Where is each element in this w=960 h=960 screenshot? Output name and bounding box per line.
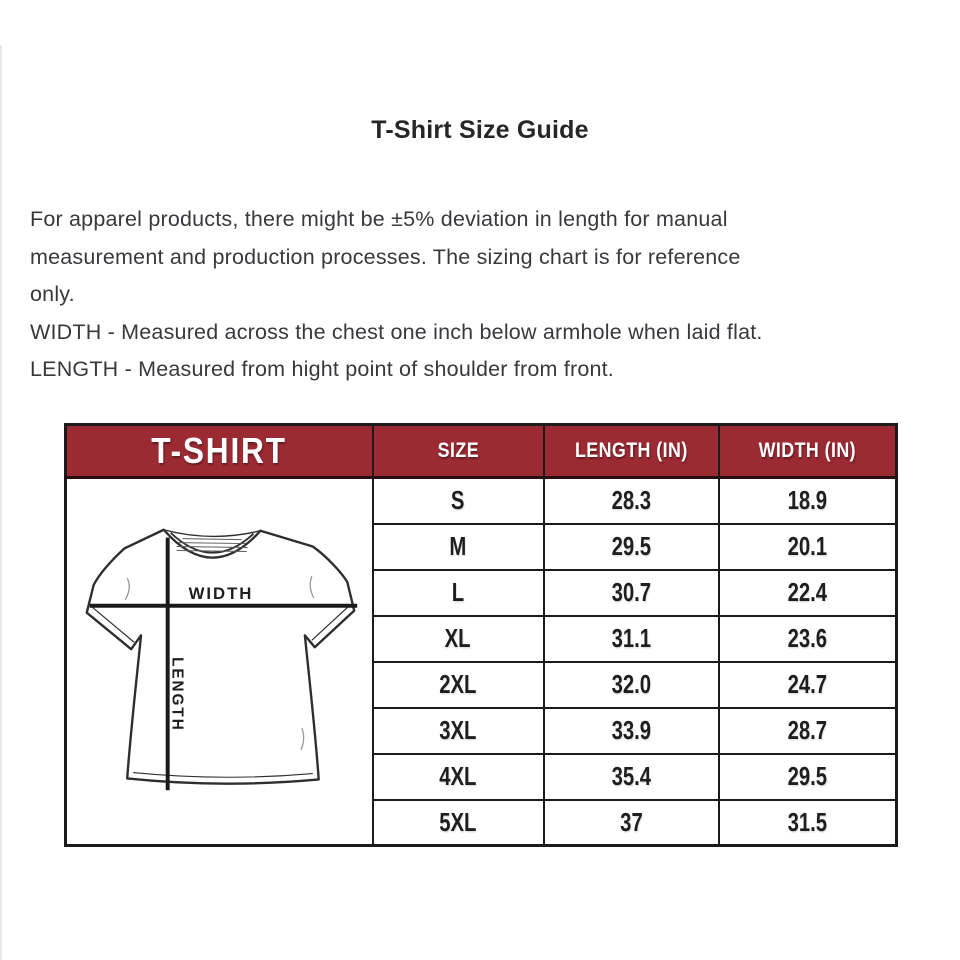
intro-line: measurement and production processes. The sizing chart is for reference (30, 244, 741, 269)
intro-line-width-def: WIDTH - Measured across the chest one inch below armhole when laid flat. (30, 319, 763, 344)
length-cell: 29.5 (544, 524, 719, 570)
intro-text (30, 201, 940, 389)
size-cell: S (373, 478, 544, 524)
header-size: SIZE (373, 425, 544, 478)
length-cell: 37 (544, 800, 719, 846)
size-cell: L (373, 570, 544, 616)
size-cell: 2XL (373, 662, 544, 708)
intro-line: only. (30, 282, 75, 306)
length-label: LENGTH (168, 656, 186, 732)
tshirt-illustration-cell (66, 478, 373, 846)
length-cell: 33.9 (544, 708, 719, 754)
width-cell: 28.7 (719, 708, 897, 754)
page-title: T-Shirt Size Guide (371, 116, 589, 144)
width-cell: 18.9 (719, 478, 897, 524)
length-cell: 32.0 (544, 662, 719, 708)
header-product: T-SHIRT (66, 425, 373, 478)
header-width: WIDTH (IN) (719, 425, 897, 478)
length-cell: 28.3 (544, 478, 719, 524)
size-cell: 5XL (373, 800, 544, 846)
size-table (64, 423, 898, 847)
size-cell: 4XL (373, 754, 544, 800)
length-cell: 35.4 (544, 754, 719, 800)
width-cell: 29.5 (719, 754, 897, 800)
width-cell: 24.7 (719, 662, 897, 708)
width-label: WIDTH (188, 583, 254, 603)
page-edge-artifact (0, 45, 2, 960)
size-cell: M (373, 524, 544, 570)
intro-line: For apparel products, there might be ±5% deviation in length for manual (30, 207, 728, 231)
width-cell: 23.6 (719, 616, 897, 662)
tshirt-illustration (68, 481, 371, 843)
length-cell: 31.1 (544, 616, 719, 662)
header-length: LENGTH (IN) (544, 425, 719, 478)
collar-top-line (163, 529, 260, 536)
size-cell: 3XL (373, 708, 544, 754)
width-cell: 22.4 (719, 570, 897, 616)
size-cell: XL (373, 616, 544, 662)
width-cell: 20.1 (719, 524, 897, 570)
length-cell: 30.7 (544, 570, 719, 616)
size-chart (64, 423, 898, 847)
tshirt-outline (87, 529, 354, 783)
table-header-row (66, 425, 897, 478)
table-row (66, 478, 897, 524)
width-cell: 31.5 (719, 800, 897, 846)
intro-line-length-def: LENGTH - Measured from hight point of shoulder from front. (30, 357, 614, 381)
